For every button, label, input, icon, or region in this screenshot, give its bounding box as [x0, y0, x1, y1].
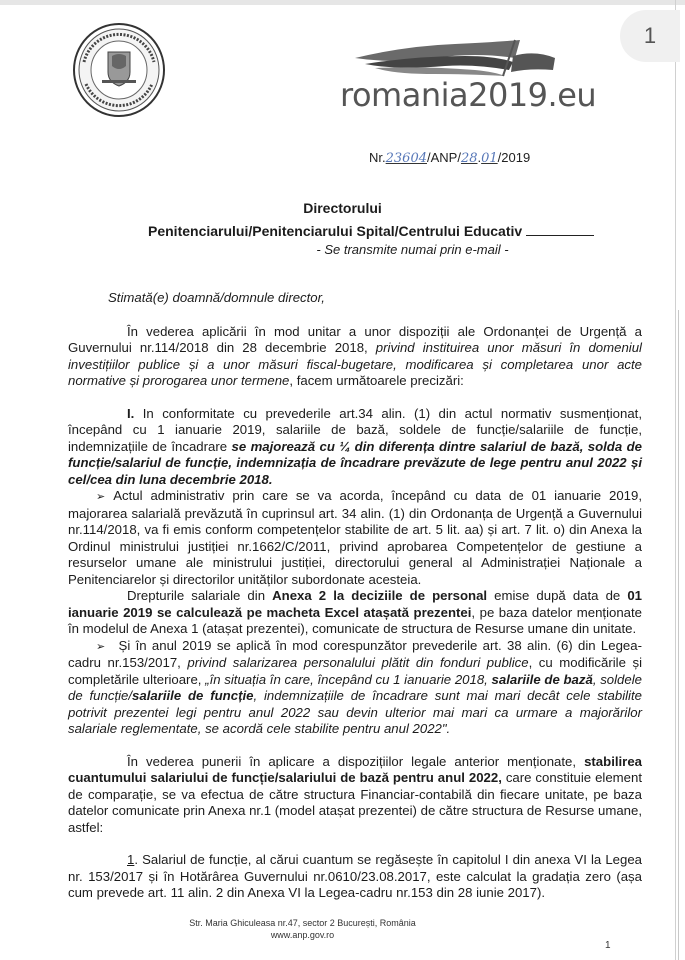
footer-address: Str. Maria Ghiculeasa nr.47, sector 2 București, România — [189, 918, 416, 928]
implementation-text: În vederea punerii în aplicare a dispozițiilor legale anterior menționate, — [127, 753, 585, 769]
implementation-text-2: care constituie element de comparație, se va efectua de către structura Financiar-contabilă din fiecare unitate, pe baza datelor comunicate prin Anexa nr.1 (model atașat prezentei) de către structura de Resurse umane, astfel: — [68, 770, 642, 835]
law-quote-bold-1: salariile de bază — [491, 671, 593, 687]
section-1-paragraph — [68, 406, 642, 489]
registration-day: 28 — [460, 151, 478, 166]
romania2019-logo-icon — [355, 38, 560, 78]
romania2019-wordmark: romania2019.eu — [340, 76, 597, 114]
item-1-text: . Salariul de funcție, al cărui cuantum se regăsește în capitolul I din anexa VI la Legea nr. 153/2017 și în Hotărârea Guvernului nr.0610/23.08.2017, este calculat la gradația zero (așa cum prevede art. 11 alin. 2 din Anexa VI la Legea-cadru nr.153 din 28 iunie 2017). — [68, 852, 642, 900]
addressee-institution — [90, 223, 685, 239]
rights-text-3: , pe baza datelor menționate în modelul de Anexa 1 (atașat prezentei), comunicate de structura de Resurse umane din unitate. — [68, 604, 642, 636]
law-quote-bold-2: salariile de funcție — [132, 688, 254, 703]
law-quote-1: „în situația în care, începând cu 1 ianuarie 2018, — [205, 671, 492, 687]
page-edge — [678, 310, 679, 960]
institution-blank-line — [526, 225, 594, 236]
institution-name: Penitenciarului/Penitenciarului Spital/Centrului Educativ — [148, 223, 523, 239]
rights-text-2: emise după data de — [487, 588, 628, 603]
intro-paragraph — [68, 324, 642, 390]
section-1-emphasis: se majorează cu ¼ din diferența dintre salariul de bază, solda de funcție/salariul de funcție, indemnizația de încadrare prevăzute de lege pentru anul 2022 și cel/cea din luna decembrie 2018. — [68, 438, 642, 487]
registration-number-value: 23604 — [385, 151, 427, 166]
annex-2-reference: Anexa 2 la deciziile de personal — [272, 588, 488, 603]
law-title: privind salarizarea personalului plătit din fonduri publice — [187, 655, 529, 670]
page-counter-badge — [620, 10, 680, 62]
law-text-2: , cu modificările și completările ulterioare, — [68, 655, 643, 687]
excel-template-note: 01 ianuarie 2019 se calculează pe macheta Excel atașată prezentei — [68, 588, 643, 620]
rights-text: Drepturile salariale din — [127, 588, 273, 603]
date-dot: . — [477, 150, 482, 165]
addressee-title: Directorului — [303, 200, 382, 216]
law-text: Și în anul 2019 se aplică în mod corespunzător prevederile art. 38 alin. (6) din Legea-cadru nr.153/2017, — [68, 637, 642, 670]
item-1-paragraph — [68, 852, 642, 902]
implementation-paragraph — [68, 754, 642, 837]
intro-text-end: , facem următoarele precizări: — [289, 373, 464, 388]
salary-rights-paragraph — [68, 588, 642, 638]
ministry-seal-icon — [72, 22, 166, 118]
section-1-text: In conformitate cu prevederile art.34 alin. (1) din actul normativ susmenționat, începând cu 1 ianuarie 2019, salariile de bază, soldele de funcție/salariile de funcție, indemnizațiile de încadrare — [68, 405, 642, 454]
law-quote-3: , indemnizațiile de încadrare sunt mai mari decât cele stabilite potrivit prezentei legi pentru anul 2022 sau devin ulterior mai mari ca urmare a majorărilor salariale reglementate, se acordă cele stabilite pentru anul 2022". — [68, 688, 642, 736]
item-1-number: 1 — [127, 852, 135, 867]
registration-number — [369, 150, 530, 166]
top-bar — [0, 0, 685, 5]
registration-month: 01 — [481, 151, 498, 166]
bullet-administrative-act: ➢ Actul administrativ prin care se va acorda, începând cu data de 01 ianuarie 2019, majorarea salarială prevăzută în cuprinsul art. 34 alin. (1) din Ordonanța de Urgență a Guvernului nr.114/2018, va fi emis conform competențelor stabilite de art. 5 lit. aa) și art. 7 lit. o) din Anexa la Ordinul ministrului justiției nr.1662/C/2011, privind aprobarea Competențelor de gestiune a resurselor umane ale ministrului justiției, directorului general al Administrației Naționale a Penitenciarelor și directorilor unităților subordonate acesteia. — [68, 488, 642, 588]
footer-website[interactable]: www.anp.gov.ro — [270, 930, 335, 940]
scrollbar-track[interactable] — [675, 0, 676, 960]
page-number: 1 — [605, 940, 611, 951]
intro-text: În vederea aplicării în mod unitar a unor dispoziții ale Ordonanței de Urgență a Guvernului nr.114/2018 din 28 decembrie 2018, — [68, 323, 642, 355]
section-1-label: I. — [127, 405, 135, 421]
page-counter: 1 — [643, 23, 657, 48]
bullet-law-153 — [68, 638, 642, 738]
registration-separator: /ANP/ — [426, 150, 461, 165]
salutation: Stimată(e) doamnă/domnule director, — [108, 290, 325, 305]
law-quote-2: , soldele de funcție/ — [68, 671, 642, 703]
registration-prefix: Nr. — [369, 150, 386, 165]
letter-body — [68, 290, 642, 902]
registration-year: /2019 — [497, 150, 531, 165]
ordinance-title: privind instituirea unor măsuri în domeniul investițiilor publice și a unor măsuri fiscal-bugetare, modificarea și completarea unor acte normative și prorogarea unor termene — [68, 340, 642, 388]
transmission-note: - Se transmite numai prin e-mail - — [316, 242, 509, 257]
implementation-emphasis: stabilirea cuantumului salariului de funcție/salariului de bază pentru anul 2022, — [68, 753, 642, 785]
